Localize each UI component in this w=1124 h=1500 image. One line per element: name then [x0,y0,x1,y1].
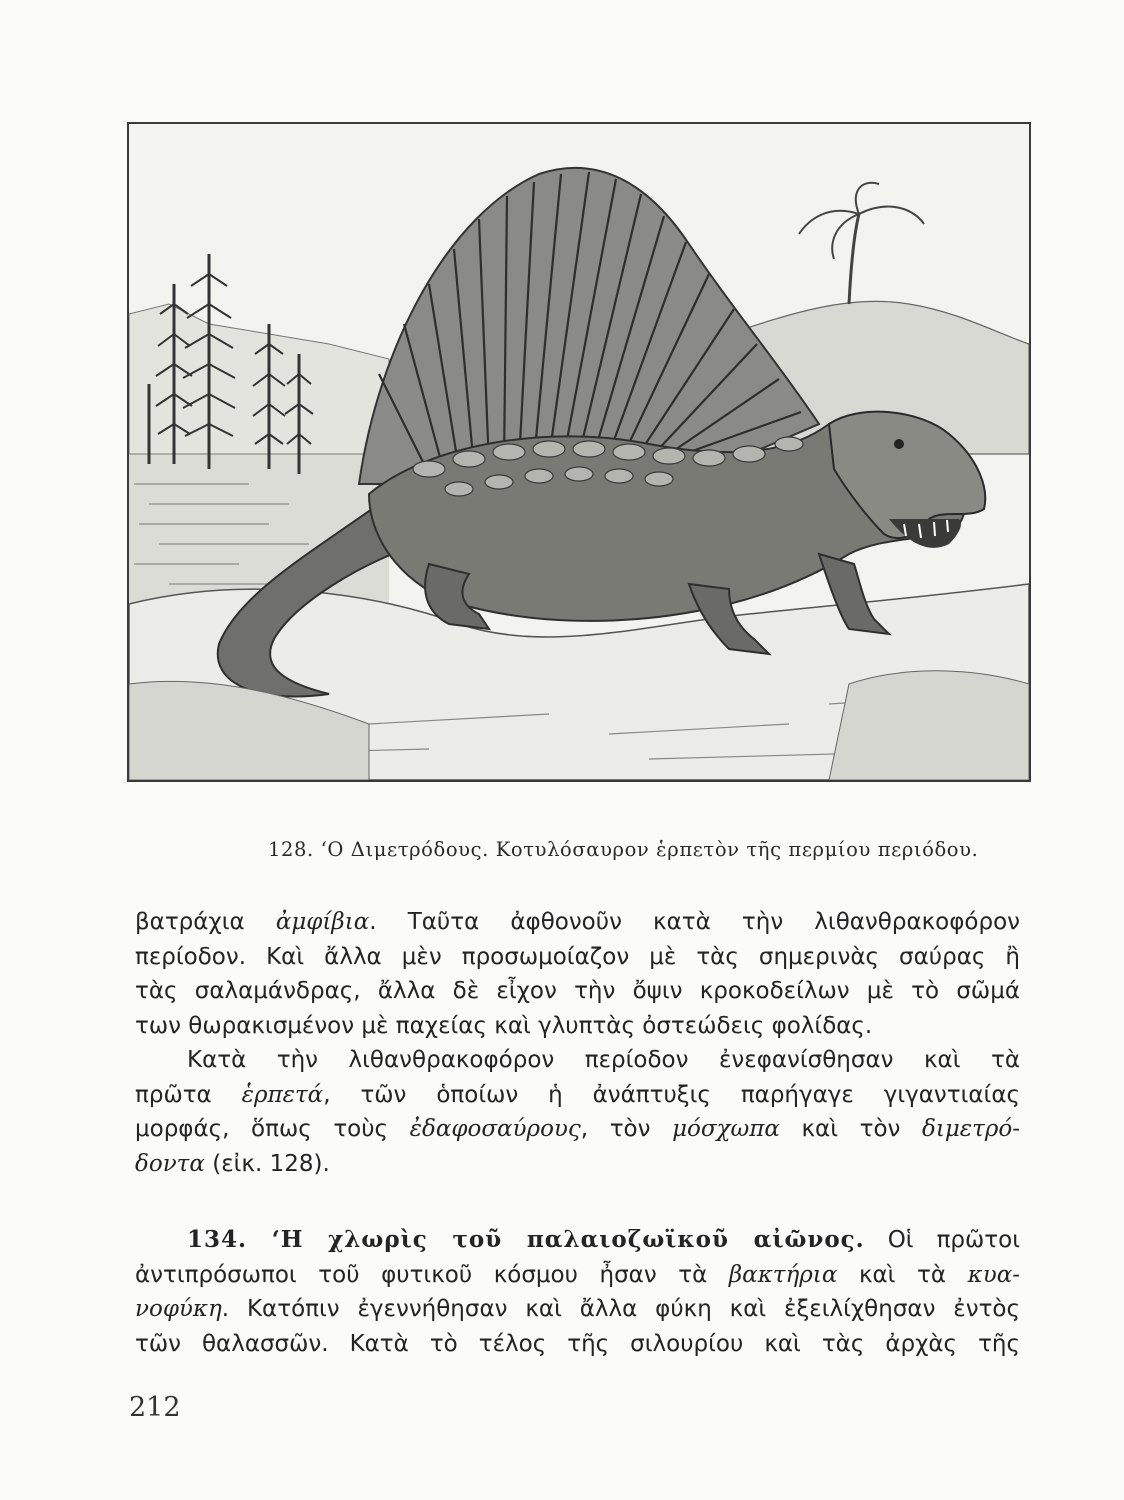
text-line: τῶν θαλασσῶν. Κατὰ τὸ τέλος τῆς σιλουρίου καὶ τὰς ἀρχὰς τῆς [135,1330,1020,1357]
text-line: τὰς σαλαμάνδρας, ἄλλα δὲ εἶχον τὴν ὄψιν κροκοδείλων μὲ τὸ σῶμά [135,978,1020,1004]
body-text [135,905,1020,1361]
text-line: περίοδον. Καὶ ἄλλα μὲν προσωμοίαζον μὲ τὰς σημερινὰς σαύρας ἢ [135,943,1020,970]
text-line: πρῶτα ἑρπετά, τῶν ὁποίων ἡ ἀνάπτυξις παρήγαγε γιγαντιαίας [135,1081,1020,1108]
figure-caption: 128. ‘Ο Διμετρόδους. Κοτυλόσαυρον ἑρπετὸν τῆς περμίου περιόδου. [268,838,979,861]
text-line: Κατὰ τὴν λιθανθρακοφόρον περίοδον ἐνεφανίσθησαν καὶ τὰ [187,1047,1020,1073]
dimetrodon-illustration [129,124,1029,780]
text-line: ἀντιπρόσωποι τοῦ φυτικοῦ κόσμου ἦσαν τὰ βακτήρια καὶ τὰ κυα- [135,1261,1020,1288]
text-line: των θωρακισμένον μὲ παχείας καὶ γλυπτὰς ὀστεώδεις φολίδας. [135,1012,873,1039]
section-line: 134. ‘Η χλωρὶς τοῦ παλαιοζωϊκοῦ αἰῶνος. Οἱ πρῶτοι [187,1226,1020,1253]
figure-illustration [127,122,1031,782]
text-line: μορφάς, ὅπως τοὺς ἐδαφοσαύρους, τὸν μόσχωπα καὶ τὸν διμετρό- [135,1116,1020,1142]
text-line: νοφύκη. Κατόπιν ἐγεννήθησαν καὶ ἄλλα φύκη καὶ ἐξειλίχθησαν ἐντὸς [135,1296,1020,1322]
text-line: δοντα (εἰκ. 128). [135,1150,330,1177]
page-number: 212 [129,1392,181,1423]
section-heading: 134. ‘Η χλωρὶς τοῦ παλαιοζωϊκοῦ αἰῶνος. [187,1226,865,1253]
text-line: βατράχια ἀμφίβια. Ταῦτα ἀφθονοῦν κατὰ τὴν λιθανθρακοφόρον [135,909,1020,935]
